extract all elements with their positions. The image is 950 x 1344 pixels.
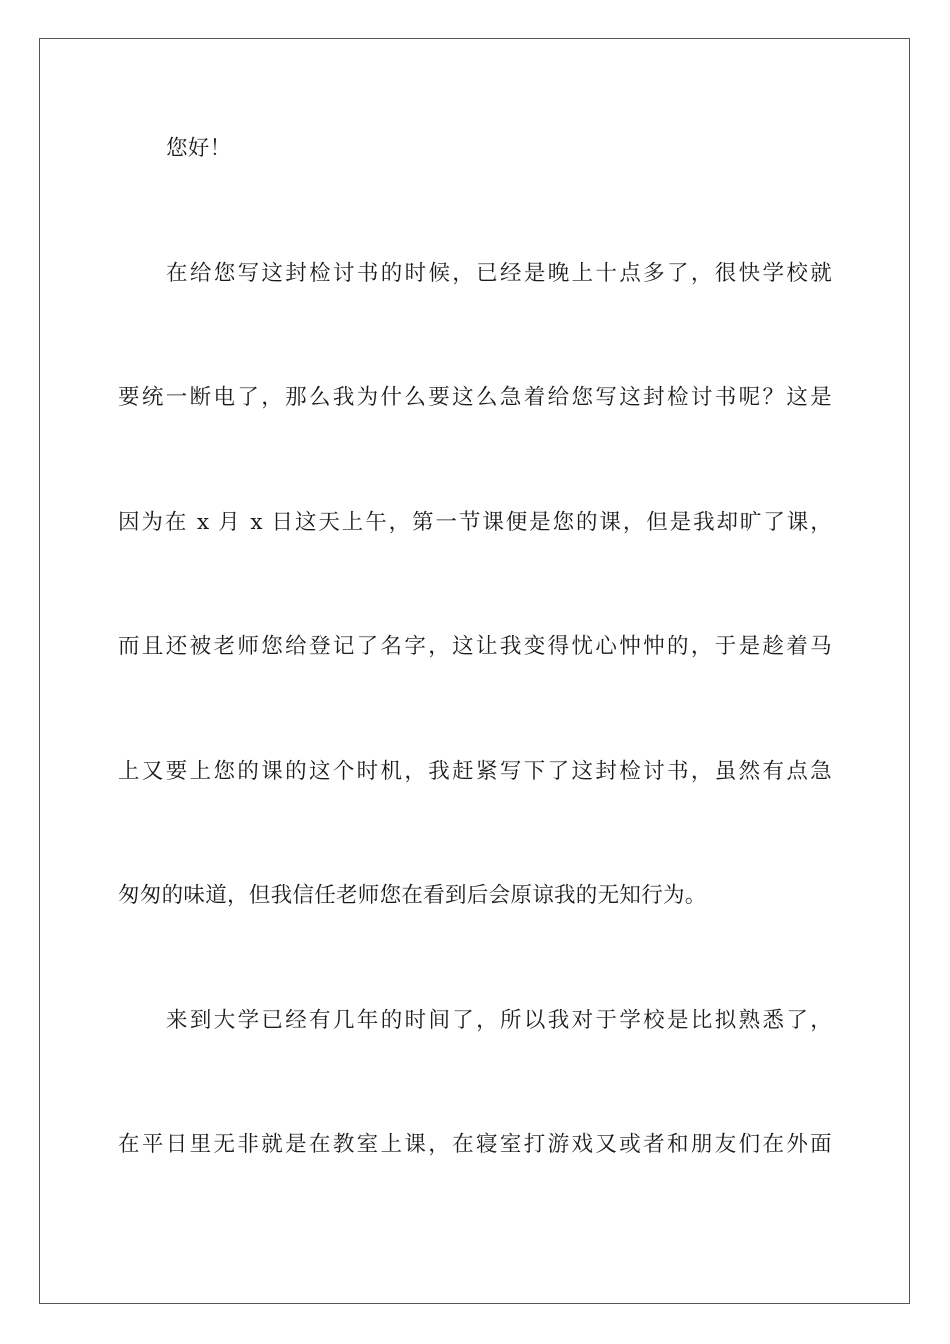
paragraph-2-line-1: 来到大学已经有几年的时间了，所以我对于学校是比拟熟悉了， — [166, 1008, 832, 1033]
greeting: 您好！ — [166, 136, 232, 161]
paragraph-1-line-5: 上又要上您的课的这个时机，我赶紧写下了这封检讨书，虽然有点急 — [118, 759, 832, 784]
paragraph-1-line-4: 而且还被老师您给登记了名字，这让我变得忧心忡忡的，于是趁着马 — [118, 634, 832, 659]
page-border — [39, 38, 910, 1304]
paragraph-1-line-6: 匆匆的味道，但我信任老师您在看到后会原谅我的无知行为。 — [118, 883, 707, 908]
paragraph-1-line-2: 要统一断电了，那么我为什么要这么急着给您写这封检讨书呢？这是 — [118, 385, 832, 410]
paragraph-1-line-1: 在给您写这封检讨书的时候，已经是晚上十点多了，很快学校就 — [166, 261, 832, 286]
paragraph-2-line-2: 在平日里无非就是在教室上课，在寝室打游戏又或者和朋友们在外面 — [118, 1132, 832, 1157]
paragraph-1-line-3: 因为在 x 月 x 日这天上午，第一节课便是您的课，但是我却旷了课， — [118, 510, 832, 535]
